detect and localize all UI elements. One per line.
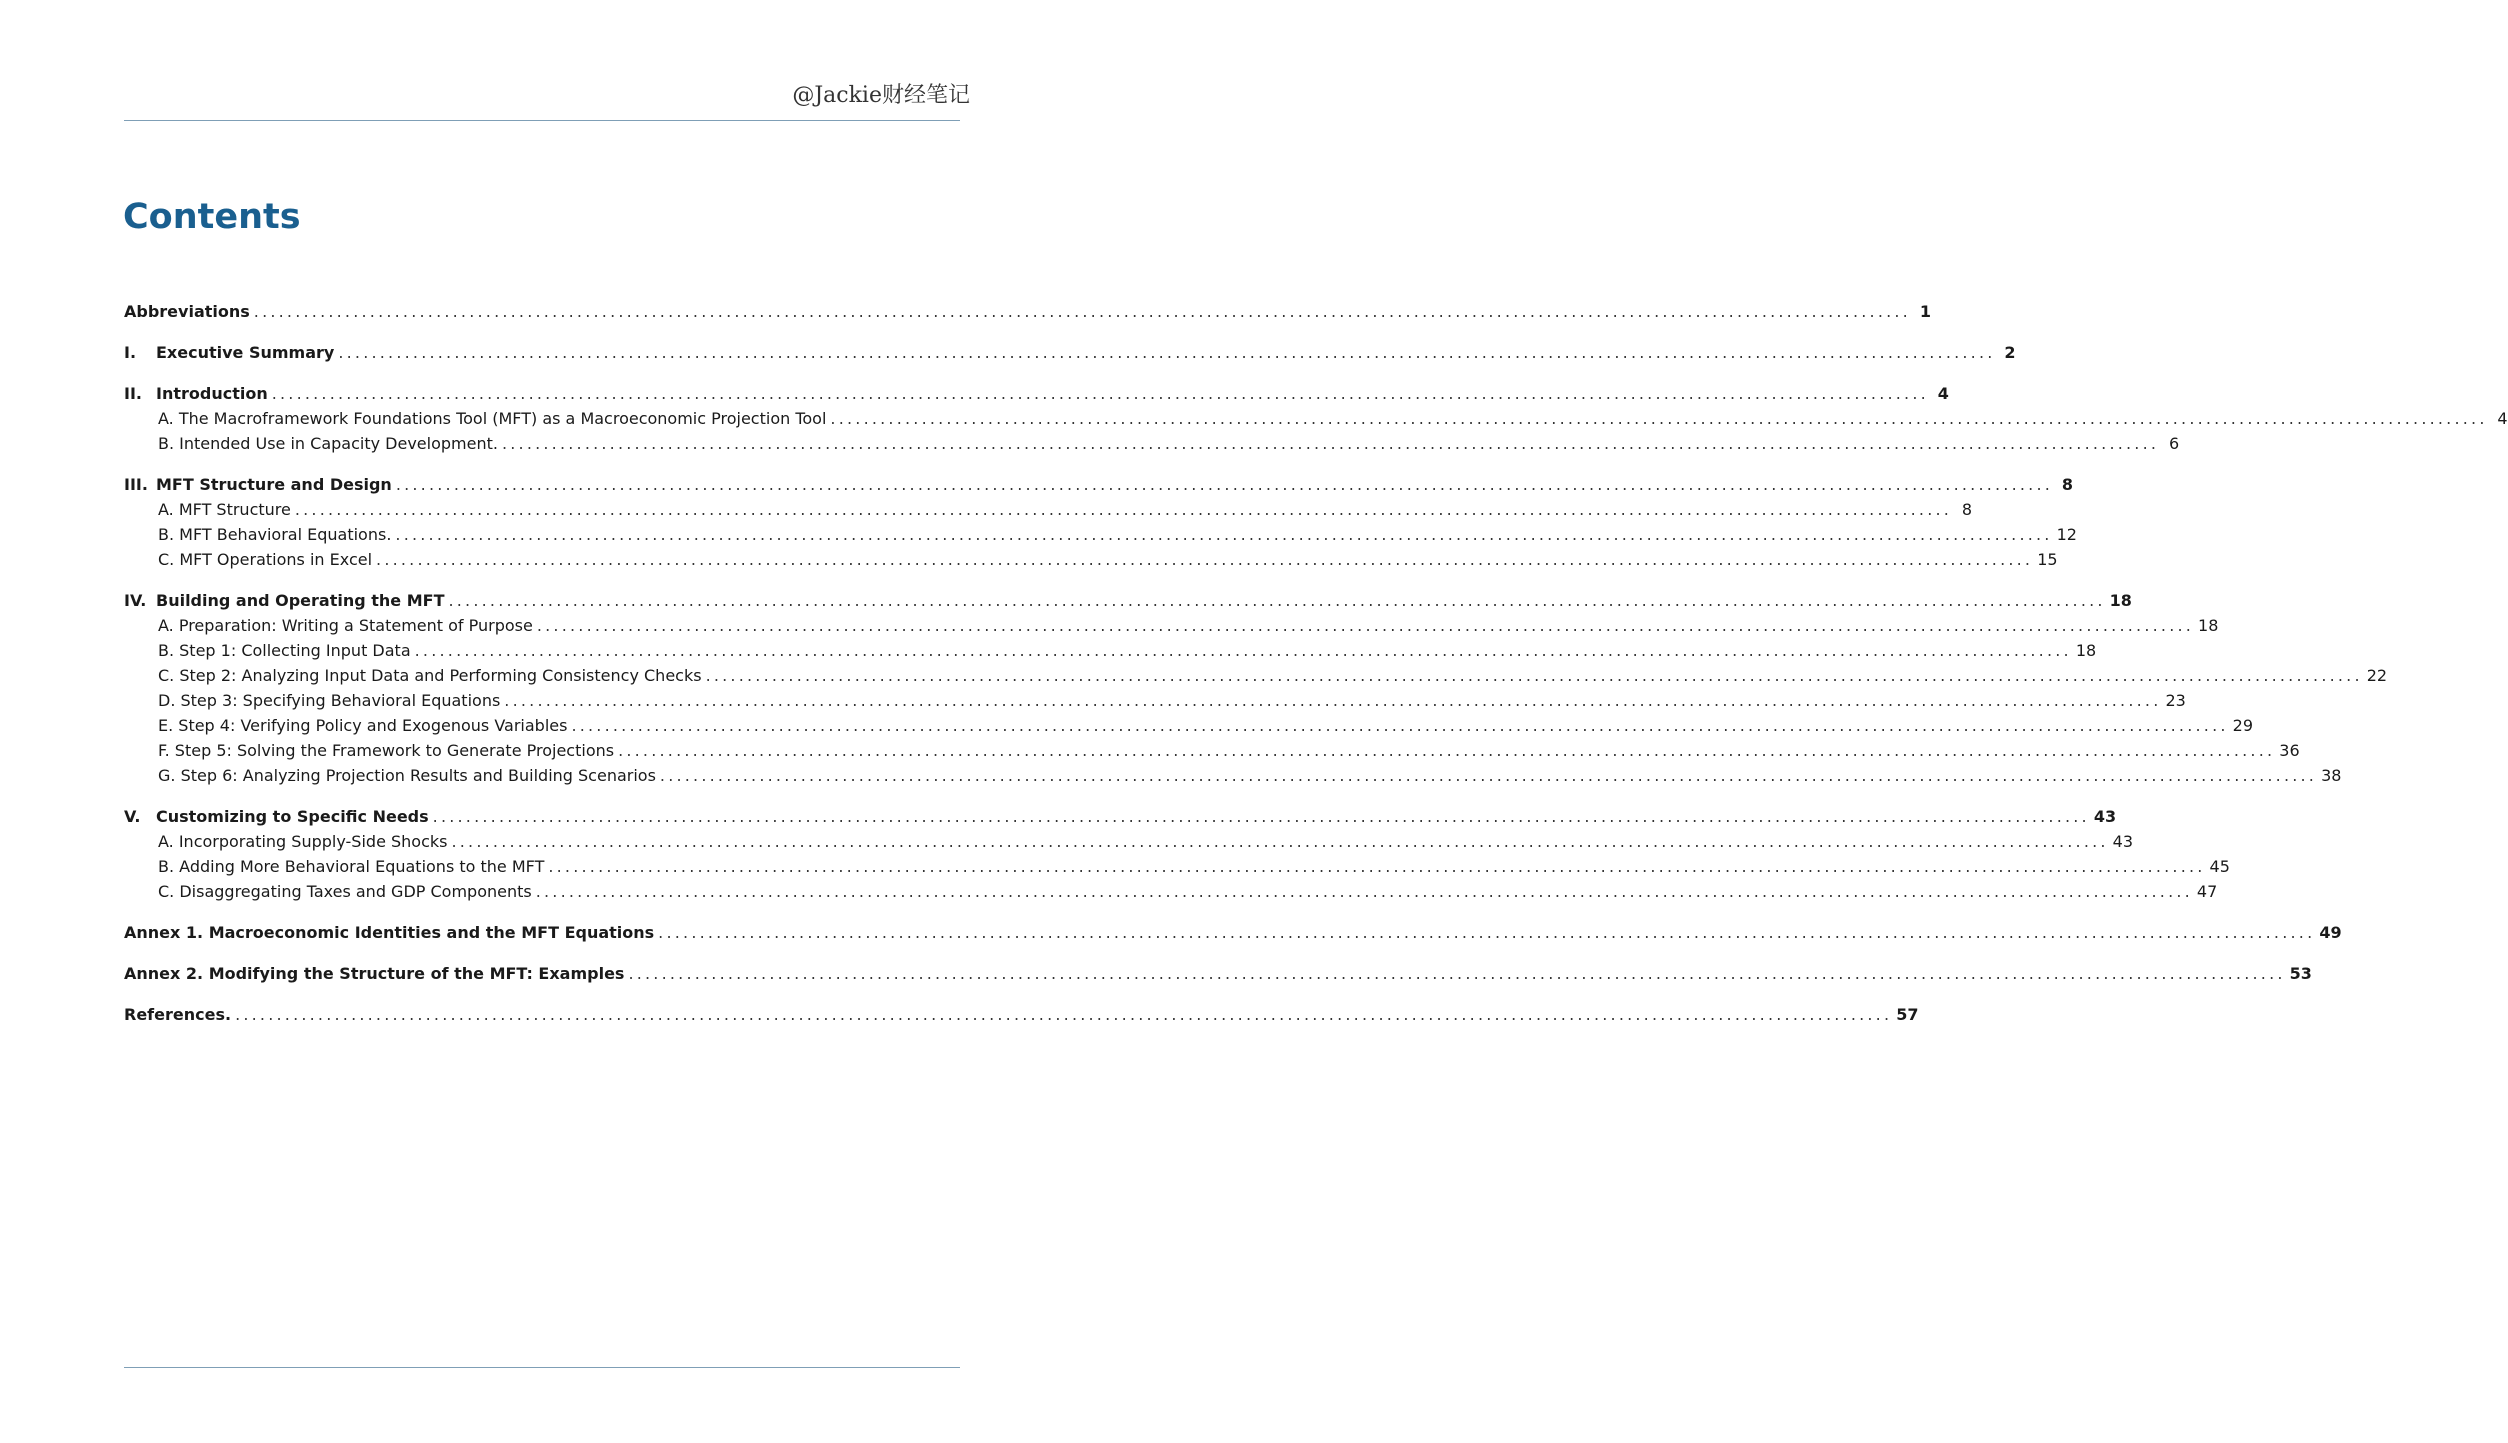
leader-dots: ........................................................................................................................................................................................................ (659, 766, 2318, 785)
toc-page: 12 (2056, 525, 2077, 544)
toc-label: D. Step 3: Specifying Behavioral Equations (158, 691, 501, 710)
leader-dots: ........................................................................................................................................................................................................ (628, 964, 2286, 983)
toc-page: 1 (1919, 302, 1931, 321)
toc-page: 43 (2112, 832, 2134, 851)
toc-label: F. Step 5: Solving the Framework to Generate Projections (158, 741, 615, 760)
footer-rule (124, 1367, 960, 1368)
toc-subentry[interactable] (124, 406, 2508, 431)
toc-page: 36 (2279, 741, 2300, 760)
toc-label: C. Step 2: Analyzing Input Data and Performing Consistency Checks (158, 666, 702, 685)
section-number: III. (124, 475, 148, 494)
toc-page: 15 (2037, 550, 2058, 569)
toc-subentry[interactable] (124, 763, 2342, 788)
leader-dots: ........................................................................................................................................................................................................ (830, 409, 2488, 428)
toc-page: 8 (1961, 500, 1973, 519)
table-of-contents (124, 299, 2508, 1027)
toc-page: 4 (2497, 409, 2508, 428)
leader-dots: ........................................................................................................................................................................................................ (414, 641, 2072, 660)
toc-entry-annex-1[interactable] (124, 920, 2342, 945)
toc-page: 6 (2168, 434, 2180, 453)
watermark: @Jackie财经笔记 (792, 83, 970, 108)
toc-subentry[interactable] (124, 854, 2230, 879)
toc-label: B. MFT Behavioral Equations. (158, 525, 392, 544)
toc-page: 38 (2321, 766, 2342, 785)
toc-page: 45 (2209, 857, 2230, 876)
leader-dots: ........................................................................................................................................................................................................ (235, 1005, 1893, 1024)
leader-dots: ........................................................................................................................................................................................................ (504, 691, 2162, 710)
leader-dots: ........................................................................................................................................................................................................ (535, 882, 2193, 901)
toc-label: E. Step 4: Verifying Policy and Exogenous Variables (158, 716, 568, 735)
toc-page: 53 (2289, 964, 2312, 983)
toc-label: A. The Macroframework Foundations Tool (MFT) as a Macroeconomic Projection Tool (158, 409, 827, 428)
toc-entry-references[interactable] (124, 1002, 1919, 1027)
toc-subentry[interactable] (124, 547, 2058, 572)
toc-page: 8 (2061, 475, 2074, 494)
toc-label: MFT Structure and Design (156, 475, 392, 494)
toc-label: B. Adding More Behavioral Equations to the MFT (158, 857, 545, 876)
toc-subentry[interactable] (124, 688, 2186, 713)
toc-label: G. Step 6: Analyzing Projection Results and Building Scenarios (158, 766, 656, 785)
toc-section-5[interactable] (124, 804, 2117, 829)
toc-page: 22 (2366, 666, 2388, 685)
toc-entry-annex-2[interactable] (124, 961, 2312, 986)
section-number: I. (124, 343, 137, 362)
leader-dots: ........................................................................................................................................................................................................ (432, 807, 2090, 826)
leader-dots: ........................................................................................................................................................................................................ (618, 741, 2276, 760)
toc-label: Customizing to Specific Needs (156, 807, 429, 826)
toc-page: 29 (2232, 716, 2253, 735)
toc-page: 23 (2165, 691, 2186, 710)
section-number: V. (124, 807, 141, 826)
toc-page: 2 (2004, 343, 2016, 362)
leader-dots: ........................................................................................................................................................................................................ (294, 500, 1953, 519)
toc-subentry[interactable] (124, 738, 2300, 763)
toc-page: 18 (2198, 616, 2219, 635)
leader-dots: ........................................................................................................................................................................................................ (451, 832, 2109, 851)
leader-dots: ........................................................................................................................................................................................................ (501, 434, 2160, 453)
toc-subentry[interactable] (124, 613, 2219, 638)
section-number: IV. (124, 591, 147, 610)
toc-label: Executive Summary (156, 343, 335, 362)
toc-label: B. Step 1: Collecting Input Data (158, 641, 411, 660)
toc-label: Annex 1. Macroeconomic Identities and the MFT Equations (124, 923, 655, 942)
toc-section-4[interactable] (124, 588, 2132, 613)
toc-section-1[interactable] (124, 340, 2016, 365)
toc-page: 43 (2093, 807, 2117, 826)
toc-label: Introduction (156, 384, 268, 403)
toc-label: References. (124, 1005, 232, 1024)
leader-dots: ........................................................................................................................................................................................................ (536, 616, 2195, 635)
toc-label: C. MFT Operations in Excel (158, 550, 373, 569)
leader-dots: ........................................................................................................................................................................................................ (705, 666, 2363, 685)
toc-label: A. MFT Structure (158, 500, 291, 519)
toc-subentry[interactable] (124, 713, 2253, 738)
toc-section-2[interactable] (124, 381, 1949, 406)
toc-page: 4 (1937, 384, 1949, 403)
toc-subentry[interactable] (124, 879, 2218, 904)
toc-page: 18 (2075, 641, 2097, 660)
toc-entry-abbreviations[interactable] (124, 299, 1931, 324)
toc-section-3[interactable] (124, 472, 2074, 497)
header-rule (124, 120, 960, 121)
toc-subentry[interactable] (124, 663, 2388, 688)
leader-dots: ........................................................................................................................................................................................................ (338, 343, 1996, 362)
toc-label: Abbreviations (124, 302, 250, 321)
leader-dots: ........................................................................................................................................................................................................ (571, 716, 2229, 735)
leader-dots: ........................................................................................................................................................................................................ (448, 591, 2106, 610)
toc-label: B. Intended Use in Capacity Development. (158, 434, 498, 453)
toc-subentry[interactable] (124, 638, 2097, 663)
page-title: Contents (123, 197, 301, 237)
toc-page: 49 (2319, 923, 2342, 942)
leader-dots: ........................................................................................................................................................................................................ (548, 857, 2206, 876)
leader-dots: ........................................................................................................................................................................................................ (376, 550, 2034, 569)
toc-label: Building and Operating the MFT (156, 591, 445, 610)
leader-dots: ........................................................................................................................................................................................................ (271, 384, 1929, 403)
toc-subentry[interactable] (124, 829, 2134, 854)
toc-label: A. Incorporating Supply-Side Shocks (158, 832, 448, 851)
toc-page: 47 (2196, 882, 2218, 901)
toc-subentry[interactable] (124, 522, 2077, 547)
toc-subentry[interactable] (124, 497, 1973, 522)
section-number: II. (124, 384, 142, 403)
toc-label: A. Preparation: Writing a Statement of Purpose (158, 616, 533, 635)
toc-label: C. Disaggregating Taxes and GDP Components (158, 882, 532, 901)
leader-dots: ........................................................................................................................................................................................................ (253, 302, 1911, 321)
toc-subentry[interactable] (124, 431, 2180, 456)
leader-dots: ........................................................................................................................................................................................................ (395, 525, 2053, 544)
toc-page: 57 (1896, 1005, 1919, 1024)
toc-label: Annex 2. Modifying the Structure of the MFT: Examples (124, 964, 625, 983)
toc-page: 18 (2109, 591, 2132, 610)
leader-dots: ........................................................................................................................................................................................................ (658, 923, 2316, 942)
leader-dots: ........................................................................................................................................................................................................ (395, 475, 2054, 494)
